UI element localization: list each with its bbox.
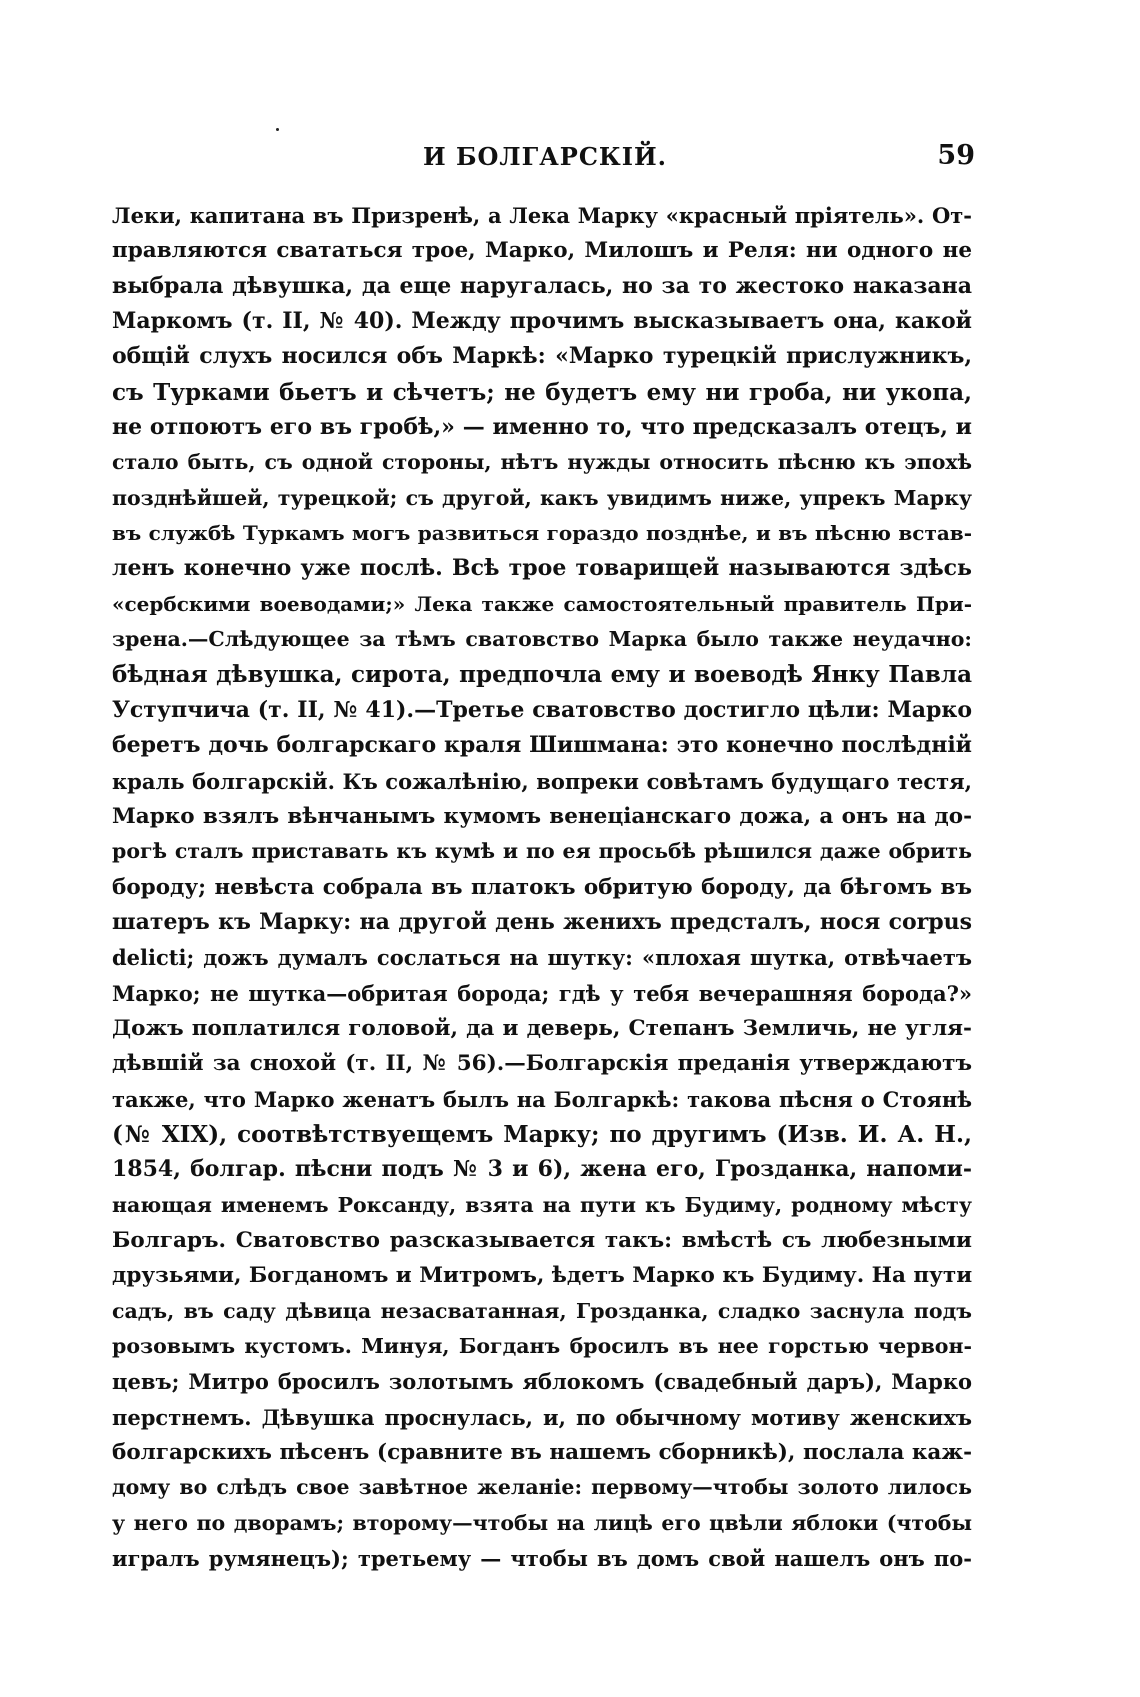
text-line: розовымъ кустомъ. Минуя, Богданъ бросилъ въ нее горстью червон-	[112, 1334, 972, 1358]
text-line: Дожъ поплатился головой, да и деверь, Степанъ Земличь, не угля-	[112, 1015, 972, 1041]
running-header	[115, 138, 975, 174]
text-line: (№ XIX), соотвѣтствуещемъ Марку; по другимъ (Изв. И. А. Н.,	[112, 1120, 972, 1148]
text-line: у него по дворамъ; второму—чтобы на лицѣ его цвѣли яблоки (чтобы	[112, 1510, 972, 1535]
text-line: стало быть, съ одной стороны, нѣтъ нужды относить пѣсню къ эпохѣ	[112, 450, 972, 475]
ink-speck	[276, 128, 279, 131]
text-line: цевъ; Митро бросилъ золотымъ яблокомъ (свадебный даръ), Марко	[112, 1369, 972, 1395]
text-line: Маркомъ (т. II, № 40). Между прочимъ высказываетъ она, какой	[112, 308, 972, 335]
text-line: Леки, капитана въ Призренѣ, а Лека Марку «красный пріятель». От-	[112, 203, 972, 228]
text-line: также, что Марко женатъ былъ на Болгаркѣ: такова пѣсня о Стоянѣ	[112, 1086, 972, 1112]
text-line: болгарскихъ пѣсенъ (сравните въ нашемъ сборникѣ), послала каж-	[112, 1440, 972, 1466]
text-line: «сербскими воеводами;» Лека также самостоятельный правитель При-	[112, 591, 972, 616]
text-line: перстнемъ. Дѣвушка проснулась, и, по обычному мотиву женскихъ	[112, 1404, 972, 1430]
text-line: зрена.—Слѣдующее за тѣмъ сватовство Марка было также неудачно:	[112, 627, 972, 652]
text-line: Болгаръ. Сватовство разсказывается такъ: вмѣстѣ съ любезными	[112, 1227, 972, 1253]
text-line: ленъ конечно уже послѣ. Всѣ трое товарищей называются здѣсь	[112, 555, 972, 582]
page-number: 59	[937, 140, 975, 171]
body-text	[112, 198, 972, 1576]
text-line: дому во слѣдъ свое завѣтное желаніе: первому—чтобы золото лилось	[112, 1475, 972, 1500]
text-line: Уступчича (т. II, № 41).—Третье сватовство достигло цѣли: Марко	[112, 696, 972, 723]
text-line: игралъ румянецъ); третьему — чтобы въ домъ свой нашелъ онъ по-	[112, 1546, 972, 1572]
text-line: бороду; невѣста собрала въ платокъ обритую бороду, да бѣгомъ въ	[112, 874, 972, 900]
text-line: краль болгарскій. Къ сожалѣнію, вопреки совѣтамъ будущаго тестя,	[112, 768, 972, 794]
text-line: рогѣ сталъ приставать къ кумѣ и по ея просьбѣ рѣшился даже обрить	[112, 839, 972, 864]
text-line: съ Турками бьетъ и сѣчетъ; не будетъ ему ни гроба, ни укопа,	[112, 378, 972, 406]
text-line: беретъ дочь болгарскаго краля Шишмана: это конечно послѣдній	[112, 732, 972, 759]
running-title: И БОЛГАРСКІЙ.	[422, 142, 668, 171]
text-line: дѣвшій за снохой (т. II, № 56).—Болгарскія преданія утверждаютъ	[112, 1051, 972, 1077]
text-line: правляются свататься трое, Марко, Милошъ и Реля: ни одного не	[112, 238, 972, 264]
text-line: выбрала дѣвушка, да еще наругалась, но за то жестоко наказана	[112, 272, 972, 299]
text-line: delicti; дожъ думалъ сослаться на шутку: «плохая шутка, отвѣчаетъ	[112, 945, 972, 971]
text-line: друзьями, Богданомъ и Митромъ, ѣдетъ Марко къ Будиму. На пути	[112, 1263, 972, 1289]
text-line: шатеръ къ Марку: на другой день женихъ предсталъ, нося corpus	[112, 908, 972, 935]
text-line: общій слухъ носился объ Маркѣ: «Марко турецкій прислужникъ,	[112, 343, 972, 370]
text-line: Марко взялъ вѣнчанымъ кумомъ венеціанскаго дожа, а онъ на до-	[112, 803, 972, 829]
text-line: Марко; не шутка—обритая борода; гдѣ у тебя вечерашняя борода?»	[112, 980, 972, 1006]
text-line: въ службѣ Туркамъ могъ развиться гораздо позднѣе, и въ пѣсню встав-	[112, 521, 972, 546]
text-line: садъ, въ саду дѣвица незасватанная, Грозданка, сладко заснула подъ	[112, 1298, 972, 1323]
text-line: нающая именемъ Роксанду, взята на пути къ Будиму, родному мѣсту	[112, 1192, 972, 1217]
text-line: не отпоютъ его въ гробѣ,» — именно то, что предсказалъ отецъ, и	[112, 414, 972, 441]
text-line: позднѣйшей, турецкой; съ другой, какъ увидимъ ниже, упрекъ Марку	[112, 485, 972, 510]
text-line: бѣдная дѣвушка, сирота, предпочла ему и воеводѣ Янку Павла	[112, 661, 972, 689]
text-line: 1854, болгар. пѣсни подъ № 3 и 6), жена его, Грозданка, напоми-	[112, 1156, 972, 1183]
